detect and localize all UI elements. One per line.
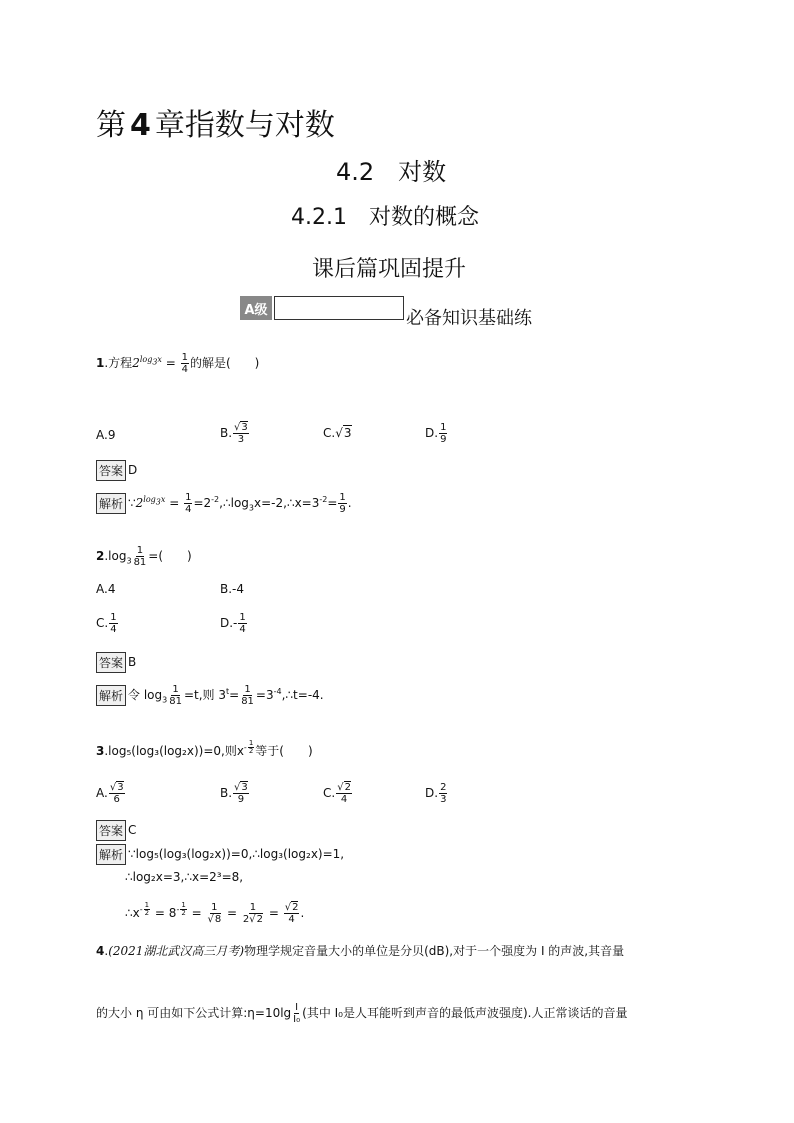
- level-name-field: [274, 296, 404, 320]
- question-3-option-a: A. √ $\frac{3}{6}$: [96, 782, 126, 805]
- question-3-analysis-line-2: ∴log₂x=3,∴x=2³=8,: [125, 870, 244, 884]
- question-1-option-d: D. $\frac{1}{9}$: [425, 422, 447, 445]
- question-1-analysis: 解析 $\because 2^{log_3x}$ = $\frac{1}{4}$ $=2^{-2},\therefore\log_3x=-2,\therefore x=3^{-2}=$ $\frac{1}{9}$ .: [96, 492, 352, 515]
- chapter-title: 第 4 章指数与对数: [96, 108, 335, 143]
- question-source: (2021湖北武汉高三月考): [108, 944, 245, 958]
- question-3-option-d: D. $\frac{2}{3}$: [425, 782, 447, 805]
- question-3-answer: 答案 C: [96, 820, 136, 841]
- question-1-answer: 答案 D: [96, 460, 137, 481]
- question-2-answer: 答案 B: [96, 652, 136, 673]
- question-4-line-2: 的大小 η 可由如下公式计算:η=10lg $\frac{I}{\text{I₀}}$ (其中 I₀是人耳能听到声音的最低声波强度).人正常谈话的音量: [96, 1002, 628, 1025]
- section-title: 4.2 对数: [336, 158, 447, 186]
- level-badge: A级: [240, 296, 272, 320]
- question-1-option-c: C.√ 3: [323, 426, 352, 440]
- question-2-stem: $2.\log_3$ $\frac{1}{81}$ =( ): [96, 545, 192, 568]
- question-1-option-a: A.9: [96, 428, 116, 442]
- question-1-option-b: B. √ $\frac{3}{3}$: [220, 422, 250, 445]
- question-4-line-1: 4.(2021湖北武汉高三月考)物理学规定音量大小的单位是分贝(dB),对于一个强度为 I 的声波,其音量: [96, 944, 625, 958]
- answer-tag: 答案: [96, 652, 126, 673]
- question-2-option-a: A.4: [96, 582, 116, 596]
- question-2-option-b: B.-4: [220, 582, 245, 596]
- question-3-analysis-line-3: $\therefore x^{- \frac{1}{2}}$ = $8^{- \frac{1}{2}}$ = 1 √ 8 = $\frac{1}{2√ 2}$ = √ $\frac{2}{4}$ .: [125, 902, 304, 925]
- question-3-option-c: C. √ $\frac{2}{4}$: [323, 782, 353, 805]
- question-2-option-d: D.- $\frac{1}{4}$: [220, 612, 246, 635]
- answer-tag: 答案: [96, 820, 126, 841]
- page-subtitle: 课后篇巩固提升: [312, 257, 467, 282]
- level-text: 必备知识基础练: [406, 308, 532, 329]
- question-1-stem: 1.方程$2^{log_3x}$ = $\frac{1}{4}$ 的解是( ): [96, 352, 260, 375]
- question-2-analysis: 解析 令 $\log_3$ $\frac{1}{81}$ =t,则 $3^t=$ $\frac{1}{81}$ $=3^{-4},\therefore t=-4$.: [96, 684, 324, 707]
- analysis-tag: 解析: [96, 844, 126, 865]
- question-3-analysis-line-1: 解析 ∵log₅(log₃(log₂x))=0,∴log₃(log₂x)=1,: [96, 844, 344, 865]
- answer-tag: 答案: [96, 460, 126, 481]
- question-3-stem: 3.log₅(log₃(log₂x))=0,则$x^{- \frac{1}{2}}$ 等于( ): [96, 739, 313, 758]
- question-2-option-c: C. $\frac{1}{4}$: [96, 612, 117, 635]
- analysis-tag: 解析: [96, 685, 126, 706]
- subsection-title: 4.2.1 对数的概念: [291, 205, 479, 230]
- question-3-option-b: B. √ $\frac{3}{9}$: [220, 782, 250, 805]
- analysis-tag: 解析: [96, 493, 126, 514]
